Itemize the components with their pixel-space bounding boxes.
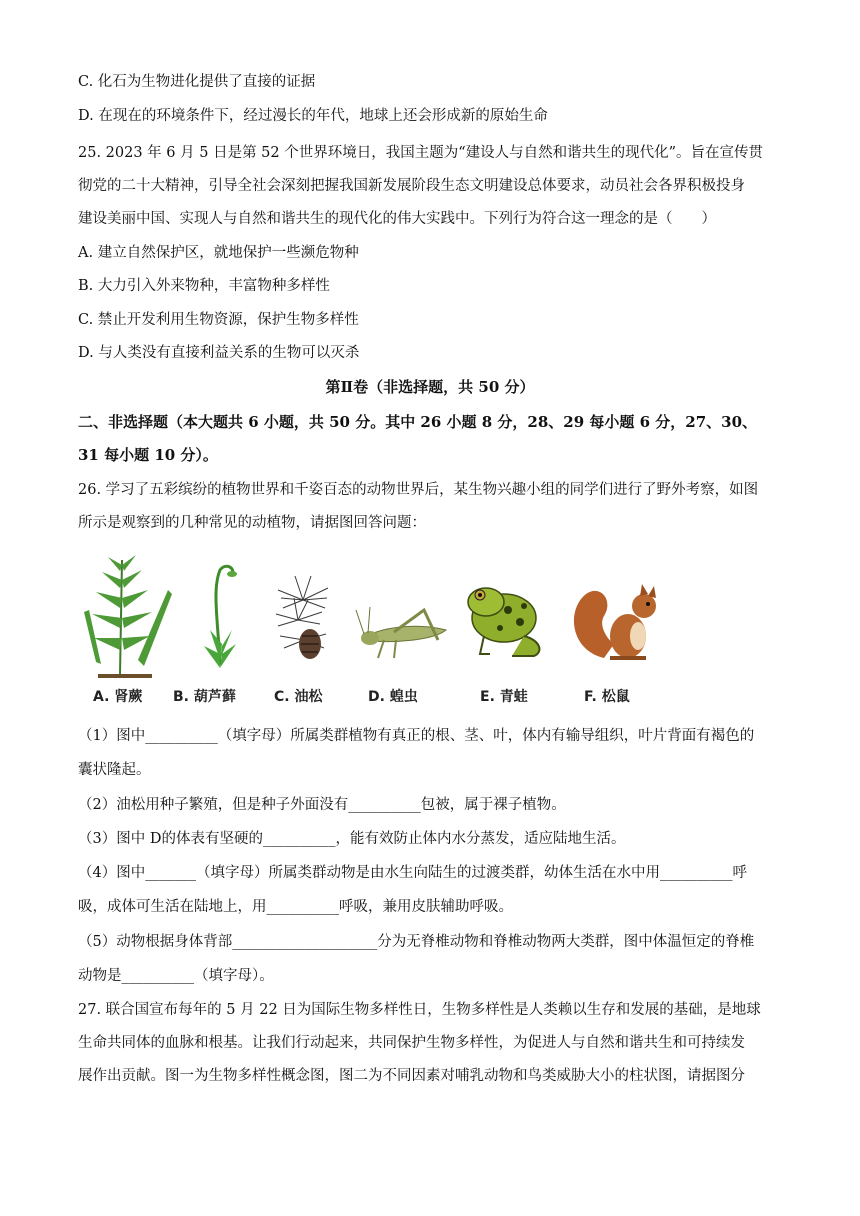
caption-c: C. 油松 [274,689,323,705]
question-26-part-5-line-2: 动物是__________（填字母）。 [78,968,274,984]
question-27-line-1: 27. 联合国宣布每年的 5 月 22 日为国际生物多样性日，生物多样性是人类赖以生存和发展的基础，是地球 [78,1002,761,1018]
option-a-q25: A. 建立自然保护区，就地保护一些濒危物种 [78,245,359,261]
option-c-q25: C. 禁止开发利用生物资源，保护生物多样性 [78,312,359,328]
question-25-line-1: 25. 2023 年 6 月 5 日是第 52 个世界环境日，我国主题为“建设人与自然和谐共生的现代化”。旨在宣传贯 [78,145,764,161]
grasshopper-icon [354,540,454,680]
question-26-line-2: 所示是观察到的几种常见的动植物，请据图回答问题： [78,515,426,531]
section-instructions-line-2: 31 每小题 10 分）。 [78,446,218,464]
section-instructions-line-1: 二、非选择题（本大题共 6 小题，共 50 分。其中 26 小题 8 分，28、29 每小题 6 分，27、30、 [78,413,758,431]
question-26-part-3: （3）图中 D的体表有坚硬的__________，能有效防止体内水分蒸发，适应陆地生活。 [78,831,626,847]
question-26-part-1-line-2: 囊状隆起。 [78,762,151,778]
organisms-figure [78,540,698,710]
frog-icon [464,540,554,680]
question-26-part-1-line-1: （1）图中__________（填字母）所属类群植物有真正的根、茎、叶，体内有输导组织，叶片背面有褐色的 [78,728,755,744]
pine-icon [268,540,338,680]
fern-icon [78,540,178,680]
option-d-q24: D. 在现在的环境条件下，经过漫长的年代，地球上还会形成新的原始生命 [78,108,548,124]
question-27-line-2: 生命共同体的血脉和根基。让我们行动起来，共同保护生物多样性，为促进人与自然和谐共生和可持续发 [78,1035,745,1051]
question-26-part-4-line-2: 吸，成体可生活在陆地上，用__________呼吸，兼用皮肤辅助呼吸。 [78,899,513,915]
option-c-q24: C. 化石为生物进化提供了直接的证据 [78,74,316,90]
question-26-part-4-line-1: （4）图中_______（填字母）所属类群动物是由水生向陆生的过渡类群，幼体生活在水中用__________呼 [78,865,747,881]
question-25-line-3: 建设美丽中国、实现人与自然和谐共生的现代化的伟大实践中。下列行为符合这一理念的是（ ） [78,211,716,227]
question-26-part-2: （2）油松用种子繁殖，但是种子外面没有__________包被，属于裸子植物。 [78,797,566,813]
caption-a: A. 肾蕨 [93,689,143,705]
question-25-line-2: 彻党的二十大精神，引导全社会深刻把握我国新发展阶段生态文明建设总体要求，动员社会各界积极投身 [78,178,745,194]
caption-e: E. 青蛙 [480,689,528,705]
caption-f: F. 松鼠 [584,689,630,705]
question-27-line-3: 展作出贡献。图一为生物多样性概念图，图二为不同因素对哺乳动物和鸟类威胁大小的柱状图，请据图分 [78,1068,745,1084]
question-26-part-5-line-1: （5）动物根据身体背部____________________分为无脊椎动物和脊椎动物两大类群，图中体温恒定的脊椎 [78,934,755,950]
caption-d: D. 蝗虫 [368,689,418,705]
moss-icon [190,540,250,680]
caption-b: B. 葫芦藓 [173,689,236,705]
question-26-line-1: 26. 学习了五彩缤纷的植物世界和千姿百态的动物世界后，某生物兴趣小组的同学们进行了野外考察，如图 [78,482,759,498]
section-title: 第Ⅱ卷（非选择题，共 50 分） [325,378,535,396]
option-d-q25: D. 与人类没有直接利益关系的生物可以灭杀 [78,345,360,361]
squirrel-icon [564,540,674,680]
option-b-q25: B. 大力引入外来物种，丰富物种多样性 [78,278,330,294]
